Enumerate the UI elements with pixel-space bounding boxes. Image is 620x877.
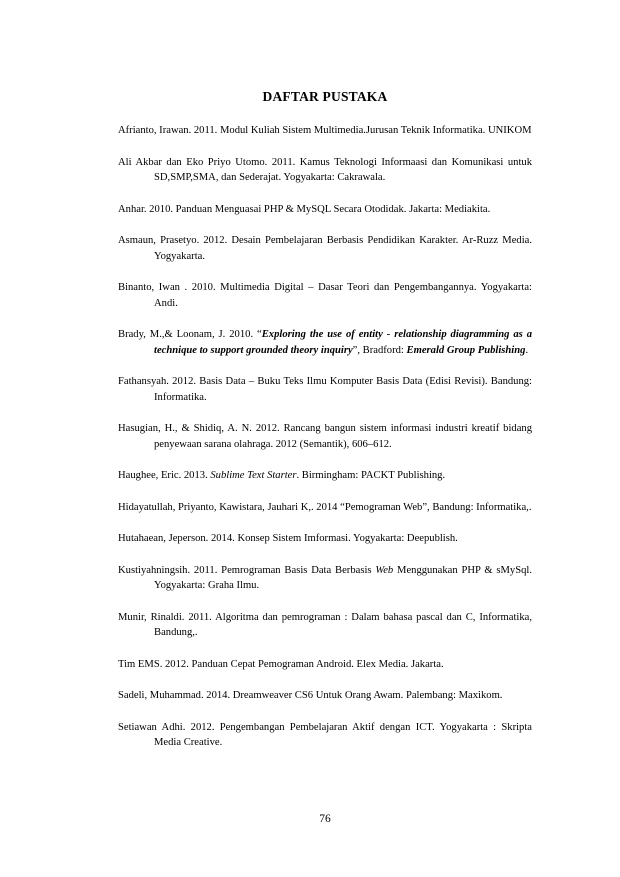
- reference-entry: [118, 374, 532, 405]
- reference-entry: [118, 327, 532, 358]
- reference-entry: [118, 233, 532, 264]
- reference-text: Haughee, Eric. 2013.: [118, 470, 211, 481]
- reference-text: Asmaun, Prasetyo. 2012. Desain Pembelajaran Berbasis Pendidikan Karakter. Ar-Ruzz Media. Yogyakarta.: [118, 235, 532, 262]
- reference-text: .: [525, 344, 529, 356]
- reference-entry: [118, 155, 532, 186]
- reference-text: Hutahaean, Jeperson. 2014. Konsep Sistem Imformasi. Yogyakarta: Deepublish.: [118, 533, 458, 544]
- reference-list: [118, 123, 532, 767]
- reference-text: Hidayatullah, Priyanto, Kawistara, Jauhari K,. 2014 “Pemograman Web”, Bandung: Informatika,.: [118, 501, 532, 513]
- reference-emphasis: Exploring the use of entity - relationship diagramming as a technique to support grounded theory inquiry: [154, 329, 532, 356]
- reference-entry: [118, 720, 532, 751]
- reference-text: . Birmingham: PACKT Publishing.: [296, 470, 446, 481]
- page-title: DAFTAR PUSTAKA: [262, 89, 388, 104]
- reference-text: Tim EMS. 2012. Panduan Cepat Pemograman Android. Elex Media. Jakarta.: [118, 658, 444, 670]
- reference-entry: [118, 563, 532, 594]
- reference-entry: [118, 610, 532, 641]
- document-page: [118, 0, 532, 877]
- reference-emphasis: Sublime Text Starter: [210, 470, 297, 481]
- reference-entry: [118, 531, 532, 547]
- reference-entry: [118, 421, 532, 452]
- reference-entry: [118, 657, 532, 673]
- reference-entry: [118, 123, 532, 139]
- reference-text: Kustiyahningsih. 2011. Pemrograman Basis Data Berbasis: [118, 564, 376, 576]
- reference-entry: [118, 202, 532, 218]
- reference-text: Sadeli, Muhammad. 2014. Dreamweaver CS6 Untuk Orang Awam. Palembang: Maxikom.: [118, 690, 503, 701]
- page-number: 76: [319, 813, 331, 825]
- reference-entry: [118, 280, 532, 311]
- reference-entry: [118, 500, 532, 516]
- reference-text: Binanto, Iwan . 2010. Multimedia Digital – Dasar Teori dan Pengembangannya. Yogyakarta: Andi.: [118, 282, 532, 309]
- reference-text: Fathansyah. 2012. Basis Data – Buku Teks Ilmu Komputer Basis Data (Edisi Revisi). Bandung: Informatika.: [118, 376, 532, 403]
- reference-entry: [118, 688, 532, 704]
- reference-emphasis: Emerald Group Publishing: [406, 344, 526, 356]
- reference-text: Hasugian, H., & Shidiq, A. N. 2012. Rancang bangun sistem informasi industri kreatif bidang penyewaan sarana olahraga. 2012 (Semantik), 606–612.: [118, 423, 532, 450]
- reference-entry: [118, 468, 532, 484]
- reference-text: Munir, Rinaldi. 2011. Algoritma dan pemrograman : Dalam bahasa pascal dan C, Informatika, Bandung,.: [118, 611, 532, 638]
- reference-emphasis: Web: [375, 564, 394, 576]
- reference-text: ”, Bradford:: [352, 344, 407, 356]
- reference-text: Anhar. 2010. Panduan Menguasai PHP & MySQL Secara Otodidak. Jakarta: Mediakita.: [118, 203, 491, 215]
- reference-text: Setiawan Adhi. 2012. Pengembangan Pembelajaran Aktif dengan ICT. Yogyakarta : Skripta Media Creative.: [118, 721, 532, 748]
- reference-text: Afrianto, Irawan. 2011. Modul Kuliah Sistem Multimedia.Jurusan Teknik Informatika. UNIKOM: [118, 125, 532, 136]
- reference-text: Ali Akbar dan Eko Priyo Utomo. 2011. Kamus Teknologi Informaasi dan Komunikasi untuk SD,SMP,SMA, dan Sederajat. Yogyakarta: Cakrawala.: [118, 156, 532, 183]
- reference-text: Menggunakan PHP & sMySql. Yogyakarta: Graha Ilmu.: [154, 564, 532, 591]
- reference-text: Brady, M.,& Loonam, J. 2010. “: [118, 329, 262, 340]
